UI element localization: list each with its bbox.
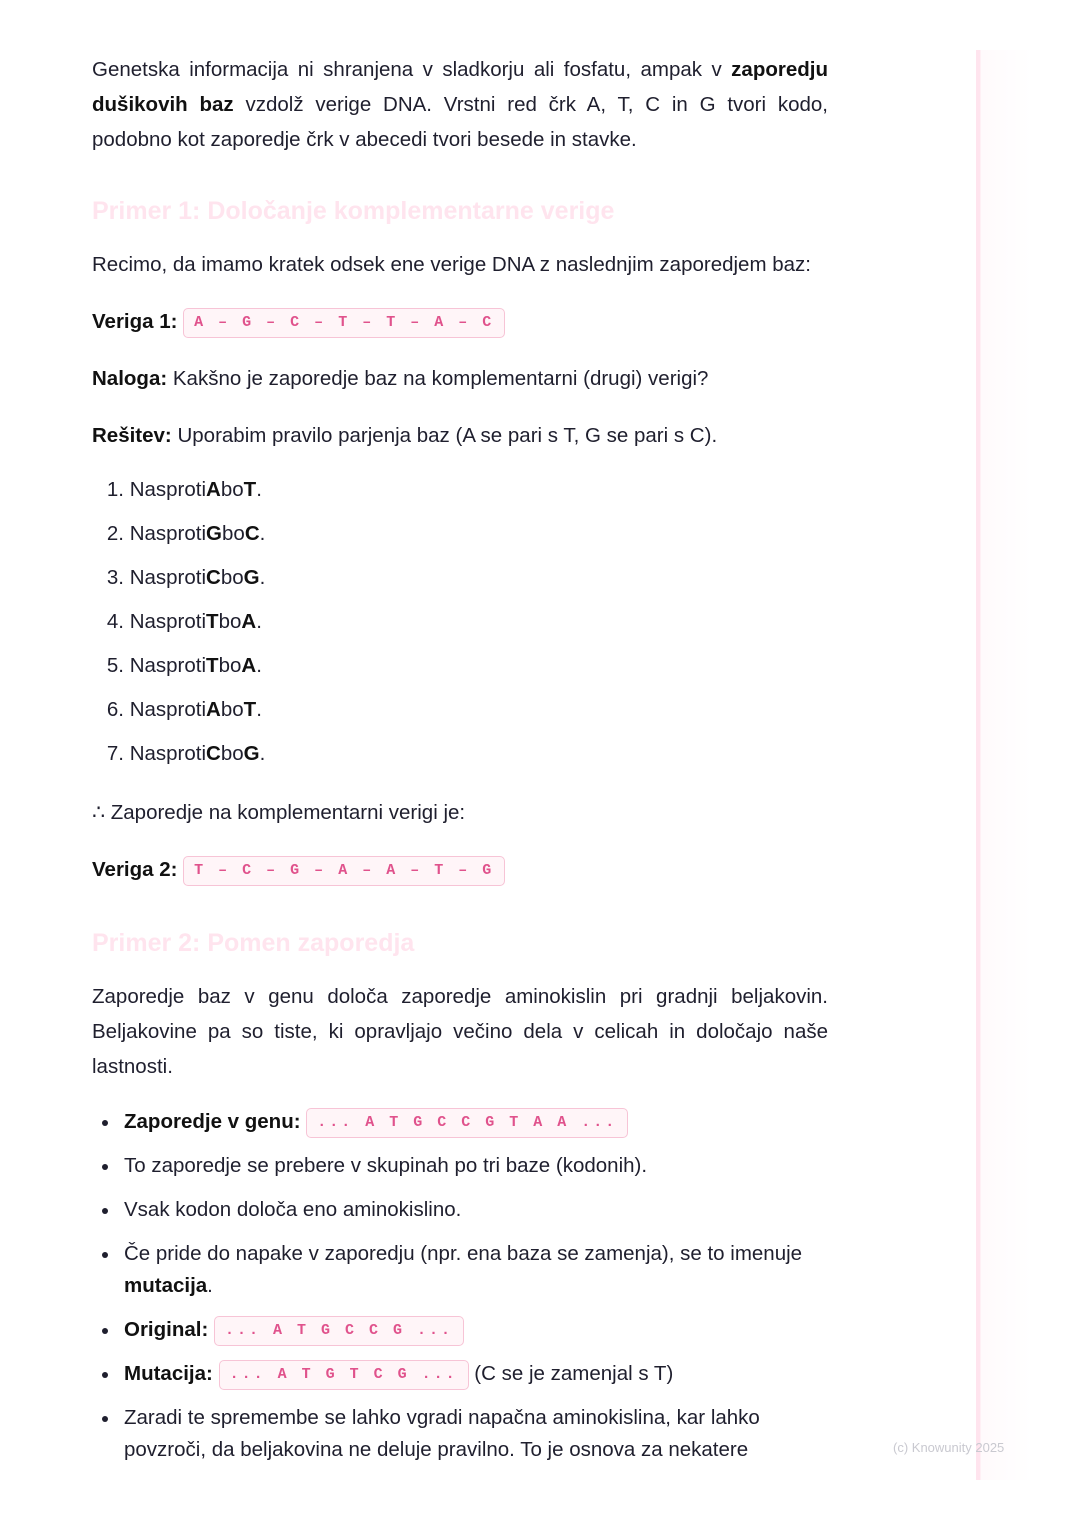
conclusion-line: ∴ Zaporedje na komplementarni verigi je: bbox=[92, 801, 466, 824]
strand1-code: A – G – C – T – T – A – C bbox=[183, 308, 505, 338]
list-item: 3. Nasproti C bo G . bbox=[106, 566, 266, 589]
copyright-footer: (c) Knowunity 2025 bbox=[893, 1440, 1005, 1455]
solution-line: Rešitev: Uporabim pravilo parjenja baz (A se pari s T, G se pari s C). bbox=[92, 424, 718, 447]
page-side-border bbox=[976, 50, 980, 1480]
mutation-code: ... A T G T C G ... bbox=[219, 1360, 469, 1390]
list-item: Zaradi te spremembe se lahko vgradi napačna aminokislina, kar lahko povzroči, da beljakovina ne deluje pravilno. To je osnova za nekatere bbox=[92, 1402, 828, 1466]
list-item: Zaporedje v genu: ... A T G C C G T A A ... bbox=[92, 1106, 828, 1138]
pairing-steps bbox=[92, 475, 828, 783]
list-item: To zaporedje se prebere v skupinah po tri baze (kodonih). bbox=[92, 1150, 828, 1182]
list-item: Če pride do napake v zaporedju (npr. ena baza se zamenja), se to imenuje mutacija. bbox=[92, 1238, 828, 1302]
strand2-line bbox=[92, 852, 828, 887]
example1-lead: Recimo, da imamo kratek odsek ene verige DNA z naslednjim zaporedjem baz: bbox=[92, 253, 811, 276]
page-side-panel bbox=[976, 50, 1032, 1480]
solution-label: Rešitev: bbox=[92, 424, 172, 447]
task-label: Naloga: bbox=[92, 367, 168, 390]
list-item: 2. Nasproti G bo C . bbox=[106, 522, 266, 545]
strand1-line bbox=[92, 304, 828, 339]
example2-bullets bbox=[92, 1106, 828, 1466]
list-item: 1. Nasproti A bo T . bbox=[106, 478, 262, 501]
gene-code: ... A T G C C G T A A ... bbox=[306, 1108, 628, 1138]
intro-paragraph: Genetska informacija ni shranjena v sladkorju ali fosfatu, ampak v zaporedju dušikovih baz vzdolž verige DNA. Vrstni red črk A, T, C in G tvori kodo, podobno kot zaporedje črk v abecedi tvori besede in stavke. bbox=[92, 58, 829, 151]
document-body bbox=[92, 52, 828, 1466]
example2-heading: Primer 2: Pomen zaporedja bbox=[92, 929, 415, 957]
strand2-code: T – C – G – A – A – T – G bbox=[183, 856, 505, 886]
task-line: Naloga: Kakšno je zaporedje baz na komplementarni (drugi) verigi? bbox=[92, 367, 709, 390]
list-item: 6. Nasproti A bo T . bbox=[106, 698, 262, 721]
example2-lead: Zaporedje baz v genu določa zaporedje aminokislin pri gradnji beljakovin. Beljakovine pa so tiste, ki opravljajo večino dela v celicah in določajo naše lastnosti. bbox=[92, 985, 828, 1078]
list-item: Vsak kodon določa eno aminokislino. bbox=[92, 1194, 828, 1226]
original-code: ... A T G C C G ... bbox=[214, 1316, 464, 1346]
strand2-label: Veriga 2: bbox=[92, 858, 178, 881]
list-item: 5. Nasproti T bo A . bbox=[106, 654, 262, 677]
example1-heading: Primer 1: Določanje komplementarne verige bbox=[92, 197, 615, 225]
list-item: 4. Nasproti T bo A . bbox=[106, 610, 262, 633]
list-item: Original: ... A T G C C G ... bbox=[92, 1314, 828, 1346]
list-item: 7. Nasproti C bo G . bbox=[106, 742, 266, 765]
intro-bold: zaporedju dušikovih baz bbox=[92, 58, 828, 116]
strand1-label: Veriga 1: bbox=[92, 310, 178, 333]
list-item: Mutacija: ... A T G T C G ... (C se je zamenjal s T) bbox=[92, 1358, 828, 1390]
